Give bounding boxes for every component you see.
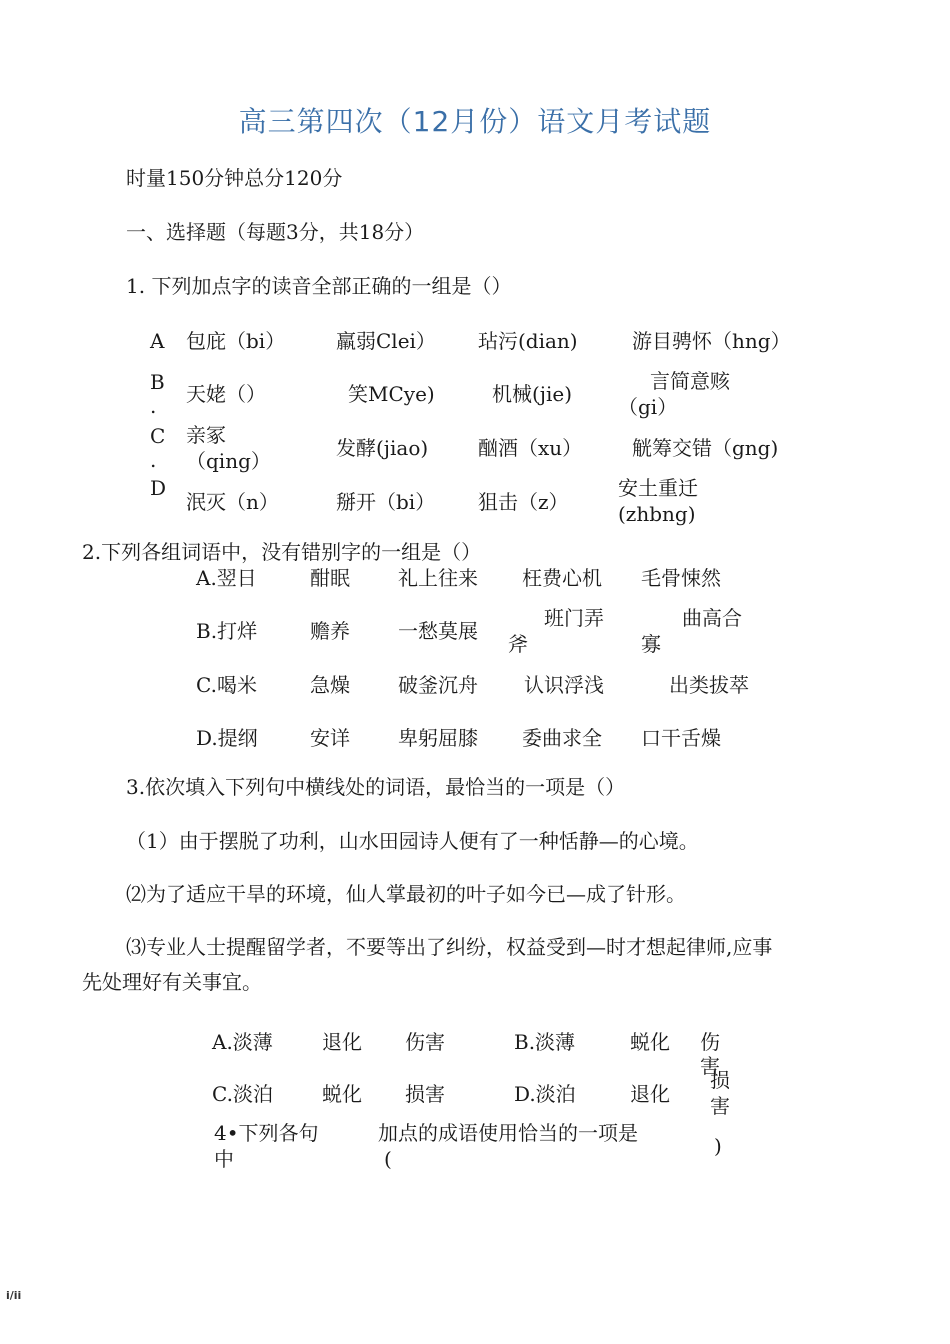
q3-option-b-word: 伤 bbox=[700, 1030, 720, 1054]
q2-item: 曲高合 bbox=[682, 606, 742, 630]
q2-item: 急燥 bbox=[310, 673, 350, 697]
q1-item: 言简意赅 bbox=[650, 369, 730, 393]
q2-item: 安详 bbox=[310, 726, 350, 750]
q1-item: 羸弱Clei） bbox=[336, 329, 436, 353]
q1-item: （gi） bbox=[618, 395, 678, 419]
q3-option-d-word: 损 bbox=[710, 1068, 730, 1092]
exam-info: 时量150分钟总分120分 bbox=[126, 166, 343, 190]
q2-item: 斧 bbox=[508, 632, 528, 656]
q2-item: 礼上往来 bbox=[398, 566, 478, 590]
q3-option-a: A.淡薄 bbox=[212, 1030, 273, 1054]
question-1-stem: 1. 下列加点字的读音全部正确的一组是（） bbox=[126, 274, 512, 298]
q3-option-b: B.淡薄 bbox=[514, 1030, 576, 1054]
q3-option-d-word: 害 bbox=[710, 1094, 730, 1118]
q3-option-c-word: 损害 bbox=[405, 1082, 445, 1106]
q1-item: 亲冢 bbox=[186, 423, 226, 447]
q1-option-label-dot: . bbox=[150, 394, 157, 418]
q2-item: 赡养 bbox=[310, 619, 350, 643]
q3-sentence-3: ⑶专业人士提醒留学者，不要等出了纠纷，权益受到—时才想起律师,应事 bbox=[126, 935, 773, 959]
q1-item: 发酵(jiao) bbox=[336, 436, 429, 460]
q1-item: 泯灭（n） bbox=[186, 490, 279, 514]
q1-option-label: A bbox=[150, 329, 165, 353]
q3-option-d-word: 退化 bbox=[630, 1082, 670, 1106]
q1-option-label: B bbox=[150, 370, 165, 394]
q1-item: 酗酒（xu） bbox=[478, 436, 583, 460]
q4-paren-close: ) bbox=[714, 1134, 722, 1158]
q2-item: 枉费心机 bbox=[522, 566, 602, 590]
question-4-stem: 4•下列各句 bbox=[214, 1121, 319, 1145]
q3-option-d: D.淡泊 bbox=[514, 1082, 576, 1106]
q3-option-a-word: 伤害 bbox=[405, 1030, 445, 1054]
q3-sentence-2: ⑵为了适应干旱的环境，仙人掌最初的叶子如今已—成了针形。 bbox=[126, 882, 686, 906]
q2-item: 一愁莫展 bbox=[398, 619, 478, 643]
q1-item: 狙击（z） bbox=[478, 490, 569, 514]
q1-option-label: D bbox=[150, 476, 167, 500]
q3-sentence-3-cont: 先处理好有关事宜。 bbox=[82, 970, 262, 994]
q3-sentence-1: （1）由于摆脱了功利，山水田园诗人便有了一种恬静—的心境。 bbox=[126, 829, 699, 853]
q3-option-c: C.淡泊 bbox=[212, 1082, 273, 1106]
question-4-stem-cont: 中 bbox=[214, 1147, 234, 1171]
q1-item: 游目骋怀（hng） bbox=[632, 329, 791, 353]
q2-option-label: C.喝米 bbox=[196, 673, 257, 697]
q2-item: 破釜沉舟 bbox=[398, 673, 478, 697]
question-4-stem-b: 加点的成语使用恰当的一项是 bbox=[378, 1121, 638, 1145]
q1-item: 觥筹交错（gng) bbox=[632, 436, 779, 460]
q1-option-label-dot: . bbox=[150, 448, 157, 472]
q2-option-label: B.打烊 bbox=[196, 619, 258, 643]
q1-option-label: C bbox=[150, 424, 166, 448]
q1-item: （qing） bbox=[186, 449, 271, 473]
q2-item: 认识浮浅 bbox=[524, 673, 604, 697]
page-title: 高三第四次（12月份）语文月考试题 bbox=[238, 105, 712, 138]
q2-item: 班门弄 bbox=[544, 606, 604, 630]
q1-item: 玷污(dian) bbox=[478, 329, 578, 353]
q3-option-b-word: 蜕化 bbox=[630, 1030, 670, 1054]
q1-clip-box bbox=[618, 500, 738, 526]
q1-item: 掰开（bi） bbox=[336, 490, 436, 514]
question-2-stem: 2.下列各组词语中，没有错别字的一组是（） bbox=[82, 540, 482, 564]
q2-option-label: D.提纲 bbox=[196, 726, 258, 750]
page-number: i/ii bbox=[6, 1289, 22, 1302]
q1-item: 包庇（bi） bbox=[186, 329, 286, 353]
q1-item: 安土重迁 bbox=[618, 476, 698, 500]
section-heading: 一、选择题（每题3分，共18分） bbox=[126, 220, 425, 244]
q4-clip-box bbox=[214, 1147, 254, 1171]
q2-option-label: A.翌日 bbox=[196, 566, 257, 590]
q2-item: 委曲求全 bbox=[522, 726, 602, 750]
q3-clip-box bbox=[700, 1054, 730, 1078]
q1-item: 笑MCye) bbox=[348, 382, 435, 406]
q2-item: 口干舌燥 bbox=[641, 726, 721, 750]
q1-item: 机械(jie) bbox=[492, 382, 573, 406]
q2-item: 毛骨悚然 bbox=[641, 566, 721, 590]
q1-item: (zhbng) bbox=[618, 502, 696, 526]
q2-item: 酣眠 bbox=[310, 566, 350, 590]
q3-option-c-word: 蜕化 bbox=[322, 1082, 362, 1106]
q3-option-b-word: 害 bbox=[700, 1054, 720, 1078]
q1-item: 天姥（） bbox=[186, 382, 266, 406]
q4-paren-clip bbox=[384, 1147, 404, 1171]
q4-paren-open: ( bbox=[384, 1147, 392, 1171]
q2-item: 出类拔萃 bbox=[669, 673, 749, 697]
q2-item: 寡 bbox=[641, 632, 661, 656]
question-3-stem: 3.依次填入下列句中横线处的词语，最恰当的一项是（） bbox=[126, 775, 626, 799]
q3-option-a-word: 退化 bbox=[322, 1030, 362, 1054]
q2-item: 卑躬屈膝 bbox=[398, 726, 478, 750]
